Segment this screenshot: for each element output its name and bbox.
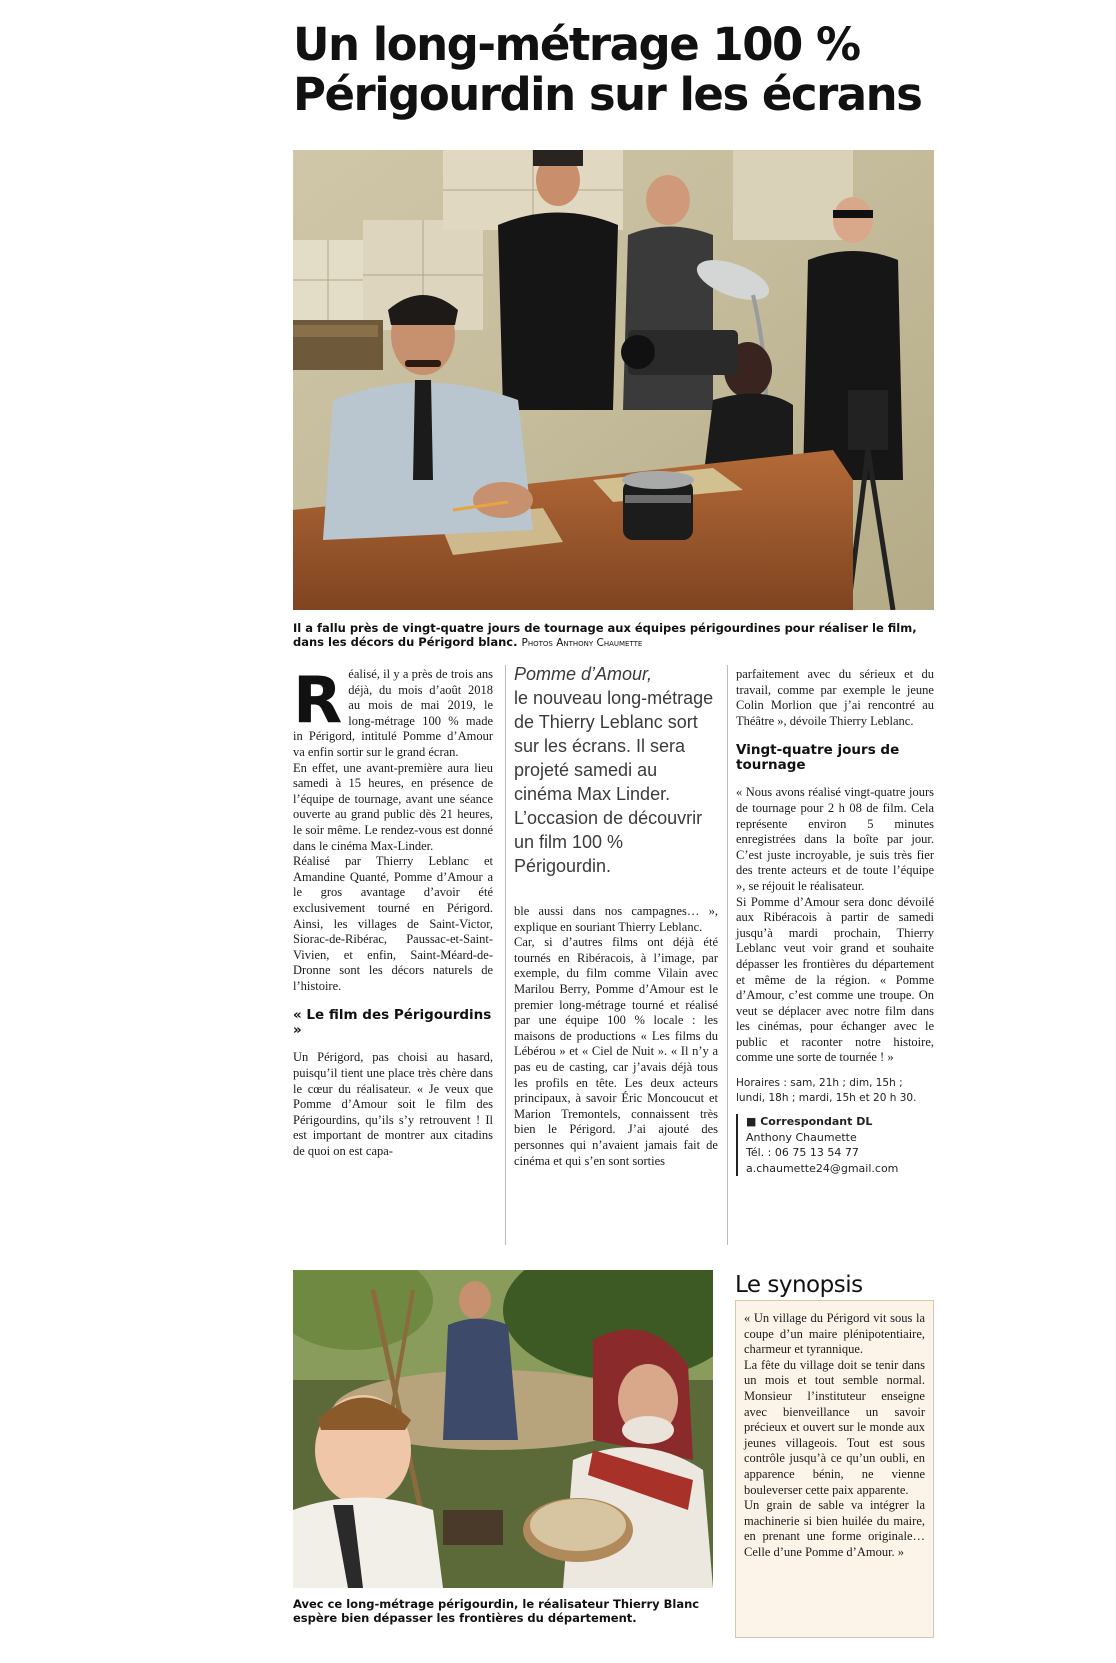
photo1-caption-text: Il a fallu près de vingt-quatre jours de tournage aux équipes périgourdines pour réaliser le film, dans les décors du Périgord blanc. — [293, 621, 917, 649]
contact-email: a.chaumette24@gmail.com — [746, 1161, 899, 1175]
col3-subhead: Vingt-quatre jours de tournage — [736, 742, 900, 774]
col1-subhead: « Le film des Périgourdins » — [293, 1007, 492, 1039]
headline-line2: Périgourdin sur les écrans — [293, 68, 922, 121]
contact-title: ■ Correspondant DL — [746, 1115, 873, 1129]
headline — [293, 20, 993, 120]
chapo-title: Pomme d’Amour, — [514, 664, 653, 684]
chapo-text: le nouveau long-métrage de Thierry Leblanc sort sur les écrans. Il sera projeté samedi au cinéma Max Linder. L’occasion de découvrir un film 100 % Périgourdin. — [514, 688, 714, 876]
contact-phone: Tél. : 06 75 13 54 77 — [746, 1146, 859, 1160]
column-3 — [736, 667, 934, 1176]
photo1-credit: Photos Anthony Chaumette — [521, 637, 643, 649]
col3-paragraph-2: « Nous avons réalisé vingt-quatre jours de tournage pour 2 h 08 de film. Cela représente environ 5 minutes enregistrées dans la boîte par jour. C’est juste incroyable, je suis très fier des trente acteurs et de toute l’équipe », se réjouit le réalisateur. — [736, 785, 934, 893]
column-separator-1 — [505, 665, 506, 1245]
chapo — [514, 662, 718, 878]
photo2-caption: Avec ce long-métrage périgourdin, le réalisateur Thierry Blanc espère bien dépasser les frontières du département. — [293, 1597, 700, 1625]
column-1 — [293, 664, 493, 1160]
synopsis-paragraph-1: « Un village du Périgord vit sous la coupe d’un maire plénipotentiaire, charmeur et tyrannique. — [744, 1311, 925, 1357]
col2-paragraph-2: Car, si d’autres films ont déjà été tournés en Ribéracois, à l’image, par exemple, du film comme Vilain avec Marilou Berry, Pomme d’Amour est le premier long-métrage tourné et réalisé par une équipe 100 % locale : les maisons de productions « Les films du Lébérou » et « Ciel de Nuit ». « Il n’y a pas eu de casting, car j’avais déjà tous les profils en tête. Les deux acteurs principaux, à savoir Éric Moncoucut et Marion Tremontels, connaissent très bien le Périgord. J’ai ajouté des personnes qui n’avaient jamais fait de cinéma et qui s’en sont sorties — [514, 935, 718, 1168]
synopsis-box — [735, 1300, 934, 1638]
col1-paragraph-2: En effet, une avant-première aura lieu samedi à 15 heures, en présence de l’équipe de tournage, avant une séance ouverte au grand public dès 21 heures, le soir même. Le rendez-vous est donné dans le cinéma Max-Linder. — [293, 760, 493, 853]
synopsis-title: Le synopsis — [735, 1272, 863, 1298]
col2-paragraph-1: ble aussi dans nos campagnes… », explique en souriant Thierry Leblanc. — [514, 904, 718, 934]
contact-block — [736, 1114, 934, 1176]
horaires: Horaires : sam, 21h ; dim, 15h ; lundi, 18h ; mardi, 15h et 20 h 30. — [736, 1077, 917, 1105]
photo1-caption — [293, 621, 934, 650]
photo-film-set — [293, 150, 934, 610]
dropcap: R — [293, 664, 343, 738]
column-separator-2 — [727, 665, 728, 1245]
headline-line1: Un long-métrage 100 % — [293, 18, 860, 71]
photo-scene — [293, 1270, 713, 1588]
col1-p1-text: éalisé, il y a près de trois ans déjà, du mois d’août 2018 au mois de mai 2019, le long-métrage 100 % made in Périgord, intitulé Pomme d’Amour va enfin sortir sur le grand écran. — [293, 667, 493, 759]
column-2 — [514, 662, 718, 1169]
col1-paragraph-3: Réalisé par Thierry Leblanc et Amandine Quanté, Pomme d’Amour a le gros avantage d’avoir été exclusivement tourné en Périgord. Ainsi, les villages de Saint-Victor, Siorac-de-Ribérac, Paussac-et-Saint-Vivien, et enfin, Saint-Méard-de-Dronne sont les décors naturels de l’histoire. — [293, 854, 493, 993]
synopsis-paragraph-3: Un grain de sable va intégrer la machinerie si bien huilée du maire, en prenant une forme originale… Celle d’une Pomme d’Amour. » — [744, 1498, 925, 1559]
col1-paragraph-1 — [293, 664, 493, 761]
col1-paragraph-4: Un Périgord, pas choisi au hasard, puisqu’il tient une place très chère dans le cœur du réalisateur. « Je veux que Pomme d’Amour soit le film des Périgourdins, qu’ils s’y retrouvent ! Il est important de montrer aux citadins de quoi on est capa- — [293, 1050, 493, 1159]
contact-name: Anthony Chaumette — [746, 1130, 857, 1144]
col3-paragraph-3: Si Pomme d’Amour sera donc dévoilé aux Ribéracois à partir de samedi jusqu’à mardi prochain, Thierry Leblanc veut voir grand et souhaite dépasser les frontières du département et même de la région. « Pomme d’Amour, c’est comme une troupe. On veut se déplacer avec notre film dans les cinémas, pour échanger avec le public et raconter notre histoire, comme une sorte de tournée ! » — [736, 894, 934, 1065]
synopsis-paragraph-2: La fête du village doit se tenir dans un mois et tout semble normal. Monsieur l’instituteur enseigne avec bienveillance un savoir précieux et ouvert sur le monde aux jeunes villageois. Tout est sous contrôle jusqu’à ce qu’un oubli, en apparence bénin, ne vienne bouleverser cette paix apparente. — [744, 1357, 925, 1497]
col3-paragraph-1: parfaitement avec du sérieux et du travail, comme par exemple le jeune Colin Morlion que j’ai rencontré au Théâtre », dévoile Thierry Leblanc. — [736, 667, 934, 728]
